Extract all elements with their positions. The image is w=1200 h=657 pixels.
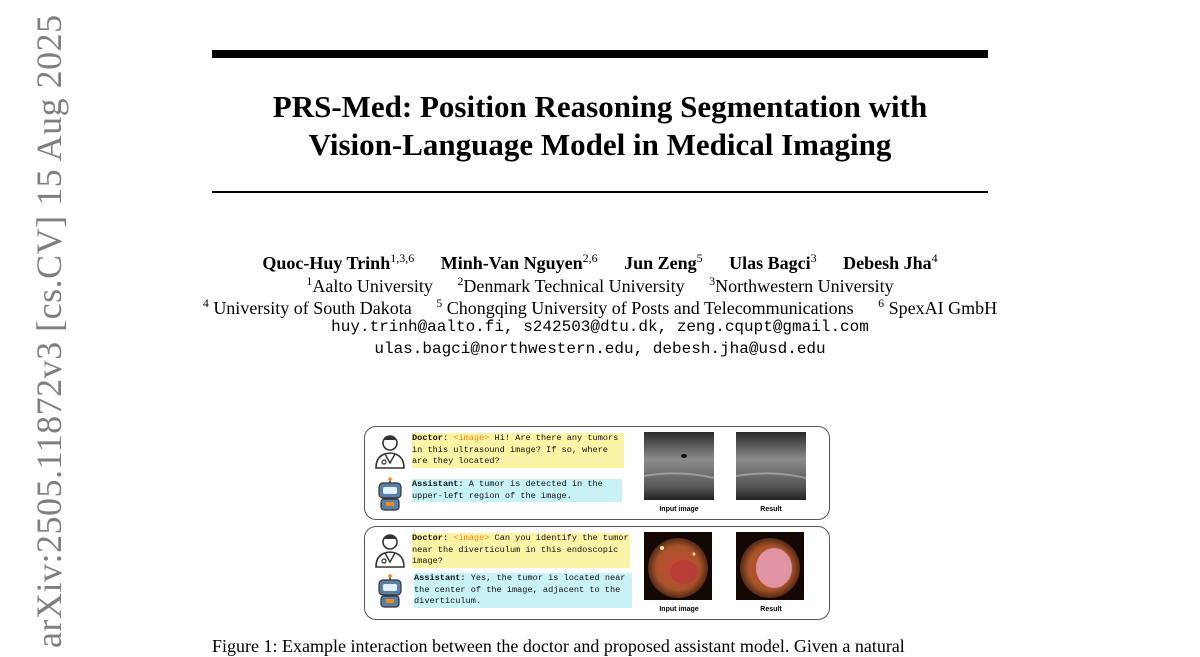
affiliation [436, 298, 853, 318]
author-emails-line-2: ulas.bagci@northwestern.edu, debesh.jha@usd.edu [374, 340, 826, 358]
assistant-speaker-label: Assistant: [414, 573, 466, 583]
endoscopy-input-image [644, 532, 712, 600]
assistant-message-text: A tumor is detected in the upper-left region of the image. [412, 479, 603, 501]
author-name: Minh-Van Nguyen [440, 253, 583, 273]
author-affil-sup: 3 [810, 251, 817, 265]
author-affil-sup: 2,6 [582, 251, 598, 265]
title-line-2: Vision-Language Model in Medical Imaging [308, 127, 892, 162]
doctor-message-text: Hi! Are there any tumors in this ultrasound image? If so, where are they located? [412, 433, 619, 466]
affiliation-name: Aalto University [312, 276, 433, 296]
author-affil-sup: 1,3,6 [390, 251, 415, 265]
ultrasound-input-image [644, 432, 714, 500]
affiliation-sup: 1 [306, 274, 313, 288]
figure-panel-ultrasound [364, 426, 830, 520]
affiliation-name: University of South Dakota [208, 298, 412, 318]
result-image-caption: Result [760, 606, 782, 613]
figure-caption: Figure 1: Example interaction between the doctor and proposed assistant model. Given a natural [212, 636, 905, 656]
author-emails-line-1: huy.trinh@aalto.fi, s242503@dtu.dk, zeng.cqupt@gmail.com [331, 318, 869, 336]
affiliation [878, 298, 997, 318]
affiliations-line-2 [100, 292, 1100, 319]
doctor-speaker-label: Doctor: [412, 433, 449, 443]
affiliation-name: SpexAI GmbH [884, 298, 998, 318]
affiliation-sup: 6 [878, 296, 885, 310]
result-image-caption: Result [760, 506, 782, 513]
author-name: Debesh Jha [843, 253, 932, 273]
doctor-icon [373, 532, 407, 568]
author-name: Quoc-Huy Trinh [262, 253, 391, 273]
endoscopy-result-image [736, 532, 804, 600]
title-top-rule [212, 50, 988, 58]
author-affil-sup: 4 [931, 251, 938, 265]
affiliation-name: Northwestern University [715, 276, 894, 296]
author-name: Jun Zeng [624, 253, 697, 273]
affiliation-sup: 2 [457, 274, 464, 288]
robot-assistant-icon [375, 477, 405, 511]
image-token: <image> [453, 533, 490, 543]
title-bottom-rule [212, 191, 988, 193]
paper-title [200, 88, 1000, 164]
assistant-message-text: Yes, the tumor is located near the center of the image, adjacent to the diverticulum. [414, 573, 626, 606]
affiliation-sup: 5 [436, 296, 443, 310]
image-token: <image> [453, 433, 490, 443]
assistant-speaker-label: Assistant: [412, 479, 464, 489]
assistant-message [412, 479, 622, 502]
robot-assistant-icon [375, 574, 405, 608]
input-image-caption: Input image [659, 506, 699, 513]
doctor-message [412, 533, 630, 568]
affiliation-name: Denmark Technical University [463, 276, 685, 296]
assistant-message [414, 573, 632, 608]
affiliation-name: Chongqing University of Posts and Telecommunications [442, 298, 854, 318]
ultrasound-result-image [736, 432, 806, 500]
figure-panel-endoscopy [364, 526, 830, 620]
doctor-message [412, 433, 624, 468]
doctor-speaker-label: Doctor: [412, 533, 449, 543]
input-image-caption: Input image [659, 606, 699, 613]
title-line-1: PRS-Med: Position Reasoning Segmentation with [272, 89, 928, 124]
arxiv-side-stamp: arXiv:2505.11872v3 [cs.CV] 15 Aug 2025 [29, 14, 69, 648]
doctor-icon [373, 433, 407, 469]
doctor-message-text: Can you identify the tumor near the diverticulum in this endoscopic image? [412, 533, 629, 566]
affiliation-sup: 3 [709, 274, 716, 288]
affiliation [203, 298, 412, 318]
author-name: Ulas Bagci [729, 253, 811, 273]
author-affil-sup: 5 [696, 251, 703, 265]
affiliation-sup: 4 [202, 296, 209, 310]
